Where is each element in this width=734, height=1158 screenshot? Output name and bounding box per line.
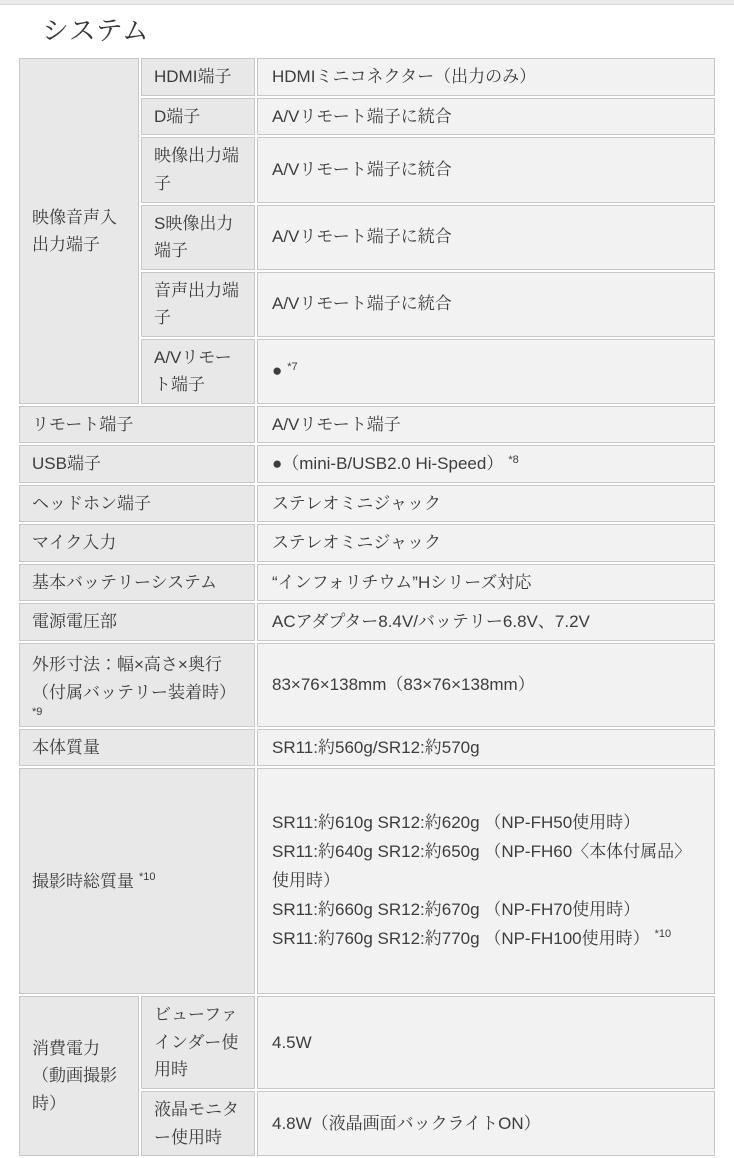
label-body-weight: 本体質量 bbox=[19, 729, 255, 767]
table-row bbox=[19, 58, 715, 96]
label-text: 撮影時総質量 bbox=[32, 871, 134, 891]
value-text: ステレオミニジャック bbox=[272, 533, 441, 553]
value-text: A/Vリモート端子に統合 bbox=[272, 160, 452, 180]
value-line bbox=[272, 925, 702, 954]
footnote-marker: *10 bbox=[139, 871, 156, 883]
label-usb: USB端子 bbox=[19, 445, 255, 483]
label-headphone: ヘッドホン端子 bbox=[19, 485, 255, 523]
value-text: 4.8W（液晶画面バックライトON） bbox=[272, 1113, 541, 1133]
value-line: SR11:約640g SR12:約650g （NP-FH60〈本体付属品〉使用時） bbox=[272, 842, 692, 890]
value-text: A/Vリモート端子に統合 bbox=[272, 294, 452, 314]
value-text: 83×76×138mm（83×76×138mm） bbox=[272, 675, 535, 695]
value-av-remote bbox=[257, 339, 715, 404]
footnote-marker: *10 bbox=[654, 928, 672, 941]
label-shooting-weight bbox=[19, 768, 255, 994]
value-battery-system bbox=[257, 564, 715, 602]
label-remote-terminal: リモート端子 bbox=[19, 406, 255, 444]
previous-section-edge bbox=[0, 0, 734, 5]
value-audio-out bbox=[257, 272, 715, 337]
sub-label-av-remote: A/Vリモート端子 bbox=[141, 339, 255, 404]
sub-label-video-out: 映像出力端子 bbox=[141, 137, 255, 202]
table-row bbox=[19, 445, 715, 483]
sub-label-s-video-out: S映像出力端子 bbox=[141, 205, 255, 270]
value-text: 4.5W bbox=[272, 1032, 312, 1052]
system-spec-table bbox=[17, 56, 717, 1158]
value-usb bbox=[257, 445, 715, 483]
value-remote-terminal bbox=[257, 406, 715, 444]
value-viewfinder bbox=[257, 996, 715, 1089]
value-body-weight bbox=[257, 729, 715, 767]
sub-label-hdmi: HDMI端子 bbox=[141, 58, 255, 96]
group-label-av-io: 映像音声入出力端子 bbox=[19, 58, 139, 403]
value-hdmi bbox=[257, 58, 715, 96]
table-row bbox=[19, 564, 715, 602]
value-power-voltage bbox=[257, 603, 715, 641]
label-mic-input: マイク入力 bbox=[19, 524, 255, 562]
group-label-power-consumption: 消費電力（動画撮影時） bbox=[19, 996, 139, 1156]
label-battery-system: 基本バッテリーシステム bbox=[19, 564, 255, 602]
value-text: ACアダプター8.4V/バッテリー6.8V、7.2V bbox=[272, 612, 590, 632]
value-headphone bbox=[257, 485, 715, 523]
sub-label-lcd-monitor: 液晶モニター使用時 bbox=[141, 1091, 255, 1156]
value-text: A/Vリモート端子 bbox=[272, 414, 401, 434]
sub-label-viewfinder: ビューファインダー使用時 bbox=[141, 996, 255, 1089]
table-row bbox=[19, 643, 715, 727]
value-shooting-weight bbox=[257, 768, 715, 994]
value-s-video-out bbox=[257, 205, 715, 270]
footnote-marker: *7 bbox=[287, 360, 298, 373]
value-line: SR11:約610g SR12:約620g （NP-FH50使用時） bbox=[272, 813, 641, 833]
section-title: システム bbox=[42, 16, 150, 46]
table-row bbox=[19, 524, 715, 562]
value-text: SR11:約760g SR12:約770g （NP-FH100使用時） bbox=[272, 928, 650, 948]
value-text: “インフォリチウム”Hシリーズ対応 bbox=[272, 572, 532, 592]
value-text: HDMIミニコネクター（出力のみ） bbox=[272, 67, 537, 87]
value-line: SR11:約660g SR12:約670g （NP-FH70使用時） bbox=[272, 899, 641, 919]
value-text: ステレオミニジャック bbox=[272, 493, 441, 513]
table-row bbox=[19, 603, 715, 641]
sub-label-d-terminal: D端子 bbox=[141, 98, 255, 136]
value-text: A/Vリモート端子に統合 bbox=[272, 106, 452, 126]
label-power-voltage: 電源電圧部 bbox=[19, 603, 255, 641]
table-row bbox=[19, 729, 715, 767]
footnote-marker: *8 bbox=[508, 453, 519, 466]
label-text: 外形寸法：幅×高さ×奥行（付属バッテリー装着時） bbox=[32, 655, 236, 702]
value-d-terminal bbox=[257, 98, 715, 136]
value-mic-input bbox=[257, 524, 715, 562]
value-lcd-monitor bbox=[257, 1091, 715, 1156]
label-dimensions bbox=[19, 643, 255, 727]
value-text: A/Vリモート端子に統合 bbox=[272, 227, 452, 247]
bullet-dot: ● bbox=[272, 361, 283, 381]
table-row bbox=[19, 996, 715, 1089]
table-row bbox=[19, 406, 715, 444]
value-text: SR11:約560g/SR12:約570g bbox=[272, 737, 480, 757]
table-row bbox=[19, 768, 715, 994]
table-row bbox=[19, 485, 715, 523]
footnote-marker: *9 bbox=[32, 706, 43, 719]
value-video-out bbox=[257, 137, 715, 202]
value-text: ●（mini-B/USB2.0 Hi-Speed） bbox=[272, 454, 504, 474]
value-dimensions bbox=[257, 643, 715, 727]
sub-label-audio-out: 音声出力端子 bbox=[141, 272, 255, 337]
